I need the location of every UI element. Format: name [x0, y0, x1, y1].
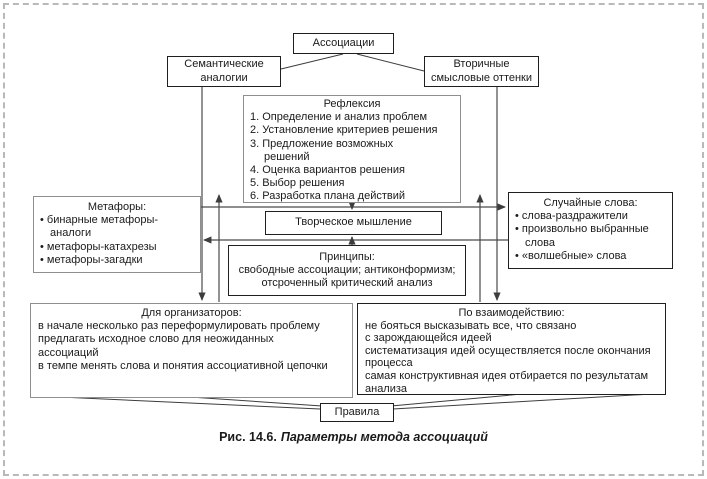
metaphors-title: Метафоры: [87, 201, 147, 213]
reflection-line: 3. Предложение возможных [250, 137, 394, 150]
for-organizers-title: Для организаторов: [141, 307, 242, 319]
reflection-line: решений [264, 150, 310, 163]
for-organizers-line: ассоциаций [38, 346, 99, 359]
random-words-line: слова [525, 236, 555, 249]
rules-box [320, 403, 394, 422]
reflection-line: 5. Выбор решения [250, 177, 345, 190]
caption-title: Параметры метода ассоциаций [280, 430, 488, 444]
metaphors-line: • метафоры-загадки [40, 253, 143, 266]
by-interaction-title: По взаимодействию: [458, 307, 565, 319]
for-organizers-line: в темпе менять слова и понятия ассоциативной цепочки [38, 359, 328, 372]
reflection-line: 4. Оценка вариантов решения [250, 164, 405, 177]
random-words-line: • слова-раздражители [515, 210, 628, 223]
by-interaction-line: систематизация идей осуществляется после окончания [365, 344, 651, 357]
principles-box [228, 245, 466, 296]
for-organizers-line: в начале несколько раз переформулировать проблему [38, 320, 320, 333]
principles-line: отсроченный критический анализ [261, 277, 433, 290]
caption-number: Рис. 14.6. [219, 430, 277, 444]
for-organizers-box [30, 303, 353, 398]
reflection-line: 1. Определение и анализ проблем [250, 111, 428, 124]
rules-label: Правила [334, 405, 380, 418]
by-interaction-line: не бояться высказывать все, что связано [365, 319, 577, 332]
for-organizers-line: предлагать исходное слово для неожиданных [38, 333, 274, 346]
metaphors-line: • бинарные метафоры- [40, 214, 159, 227]
principles-line: свободные ассоциации; антиконформизм; [238, 264, 456, 277]
principles-title: Принципы: [319, 251, 375, 263]
reflection-line: 2. Установление критериев решения [250, 124, 438, 137]
metaphors-line: • метафоры-катахрезы [40, 240, 157, 253]
random-words-box [508, 192, 673, 269]
by-interaction-line: процесса [365, 357, 413, 370]
associations-label: Ассоциации [312, 36, 375, 49]
semantic-analogies-box [167, 56, 281, 87]
random-words-line: • «волшебные» слова [515, 249, 627, 262]
reflection-title: Рефлексия [323, 98, 381, 110]
reflection-box [243, 95, 461, 203]
associations-box [293, 33, 394, 54]
metaphors-box [33, 196, 201, 273]
by-interaction-line: с зарождающейся идеей [365, 332, 492, 345]
by-interaction-line: самая конструктивная идея отбирается по результатам [365, 369, 649, 382]
by-interaction-line: анализа [365, 382, 408, 395]
figure-caption [0, 430, 707, 444]
secondary-shades-label: Вторичные смысловые оттенки [430, 58, 533, 84]
creative-thinking-label: Творческое мышление [295, 216, 412, 229]
random-words-line: • произвольно выбранные [515, 223, 649, 236]
metaphors-line: аналоги [50, 227, 92, 240]
semantic-analogies-label: Семантические аналогии [184, 58, 264, 84]
random-words-title: Случайные слова: [543, 197, 638, 209]
creative-thinking-box [265, 211, 442, 235]
secondary-shades-box [424, 56, 539, 87]
by-interaction-box [357, 303, 666, 395]
reflection-line: 6. Разработка плана действий [250, 190, 406, 203]
